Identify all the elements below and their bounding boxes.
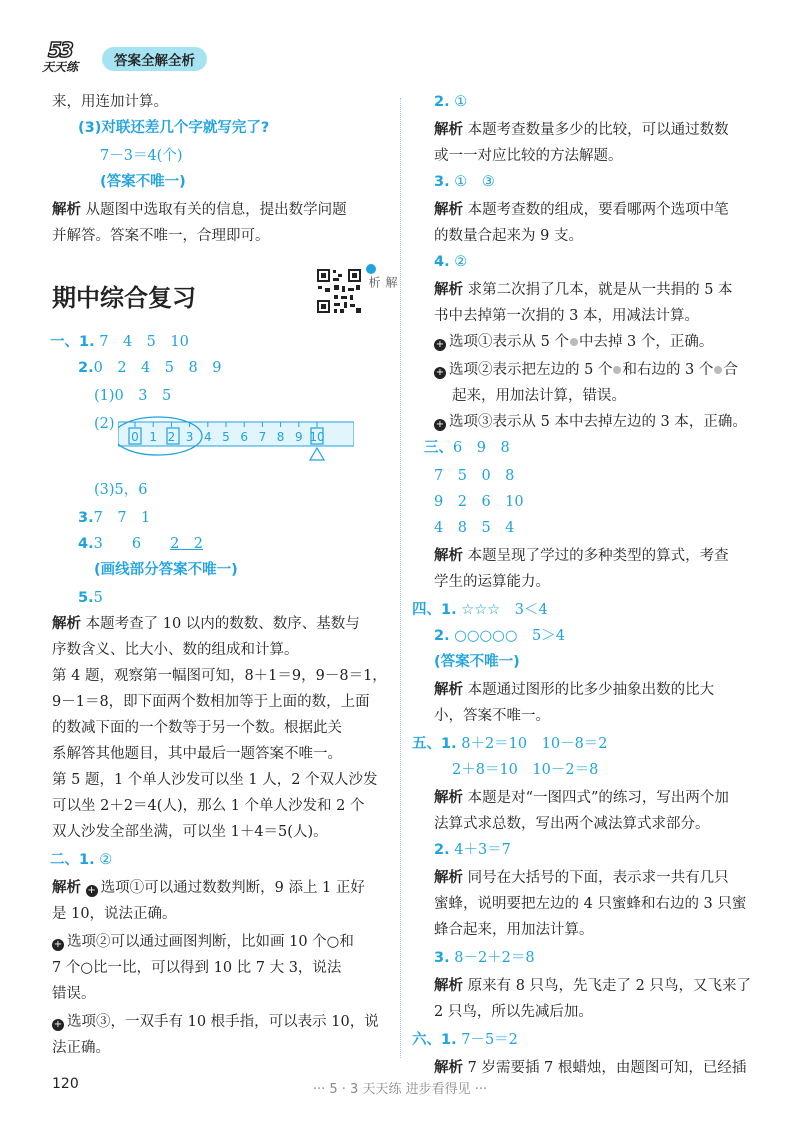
analysis-line: 解析 同号在大括号的下面，表示求一共有几只: [434, 870, 729, 886]
answer-line: (1)0 3 5: [94, 388, 172, 404]
answer-line: 一、1. 7 4 5 10: [50, 334, 189, 350]
gray-dot-icon: [613, 366, 621, 374]
plus-bullet-icon: +: [435, 419, 445, 430]
text-line: 蜜蜂，说明要把左边的 4 只蜜蜂和右边的 3 只蜜: [434, 896, 747, 912]
answer-line: 2. ①: [434, 94, 468, 110]
answer-line: 2.0 2 4 5 8 9: [78, 360, 222, 376]
page-number: 120: [52, 1076, 79, 1092]
ruler-tick-label: 2: [167, 430, 176, 444]
text-line: 7 个○比一比，可以得到 10 比 7 大 3，说法: [52, 960, 342, 976]
text-line: 是 10，说法正确。: [52, 906, 177, 922]
analysis-line: 解析 + 选项①可以通过数数判断，9 添上 1 正好: [52, 880, 365, 896]
answer-line: (2): [94, 416, 115, 432]
answer-line: 5.5: [78, 590, 103, 606]
analysis-line: 解析 本题考查了 10 以内的数数、数序、基数与: [52, 616, 360, 632]
analysis-line: 解析 本题考查数量多少的比较，可以通过数数: [434, 122, 729, 138]
answer-line: 2＋8＝10 10－2＝8: [452, 762, 599, 778]
answer-note: (画线部分答案不唯一): [94, 562, 238, 578]
header-badge: 答案全解全析: [102, 47, 207, 71]
text-line: + 选项③，一双手有 10 根手指，可以表示 10，说: [53, 1014, 379, 1030]
text-line: 第 5 题，1 个单人沙发可以坐 1 人，2 个双人沙发: [52, 772, 378, 788]
plus-bullet-icon: +: [87, 885, 96, 896]
text-line: 法正确。: [52, 1040, 110, 1056]
column-divider: [400, 98, 401, 1058]
analysis-line: 解析 求第二次捐了几本，就是从一共捐的 5 本: [434, 282, 733, 298]
answer-line: 7－3＝4(个): [100, 148, 183, 164]
answer-line: 六、1. 7－5＝2: [412, 1032, 518, 1048]
analysis-line: 解析 本题是对“一图四式”的练习，写出两个加: [434, 790, 729, 806]
text-line: 的数量合起来为 9 支。: [434, 228, 583, 244]
answer-line: 9 2 6 10: [434, 494, 524, 510]
gray-dot-icon: [570, 338, 578, 346]
answer-line: 4 8 5 4: [434, 520, 515, 536]
answer-line: 3. ① ③: [434, 174, 495, 190]
plus-bullet-icon: +: [53, 1019, 63, 1030]
answer-line: (3)5，6: [94, 482, 148, 498]
plus-bullet-icon: +: [435, 367, 445, 378]
answer-line: 二、1. ②: [50, 852, 113, 868]
answer-line: 三、6 9 8: [424, 440, 510, 456]
play-icon: [366, 264, 376, 274]
ruler-tick-label: 3: [185, 430, 194, 444]
text-line: 学生的运算能力。: [434, 574, 550, 590]
text-line: 并解答。答案不唯一，合理即可。: [52, 228, 270, 244]
ruler-tick-label: 1: [149, 430, 158, 444]
analysis-line: 解析 本题通过图形的比多少抽象出数的比大: [434, 682, 715, 698]
analysis-line: 解析 本题呈现了学过的多种类型的算式，考查: [434, 548, 729, 564]
answer-line: 四、1. ☆☆☆ 3＜4: [412, 602, 548, 618]
text-line: 双人沙发全部坐满，可以坐 1＋4＝5(人)。: [52, 824, 328, 840]
plus-bullet-icon: +: [53, 939, 63, 950]
text-line: 的数减下面的一个数等于另一个数。根据此关: [52, 720, 342, 736]
answer-line: 2. ○○○○○ 5＞4: [434, 628, 565, 644]
answer-line: 3. 8－2＋2＝8: [434, 950, 535, 966]
text-line: 法算式求总数，写出两个减法算式求部分。: [434, 816, 710, 832]
answer-line: (3)对联还差几个字就写完了?: [78, 120, 270, 136]
text-line: 系解答其他题目，其中最后一题答案不唯一。: [52, 746, 342, 762]
ruler-tick-label: 10: [309, 430, 325, 444]
text-line: 9－1＝8，即下面两个数相加等于上面的数，上面: [52, 694, 370, 710]
number-ruler: [118, 408, 354, 470]
logo-text: 天天练: [42, 60, 79, 74]
answer-line: 2. 4＋3＝7: [434, 842, 511, 858]
qr-label: 解析: [367, 276, 398, 288]
answer-note: (答案不唯一): [100, 174, 186, 190]
text-line: 或一一对应比较的方法解题。: [434, 148, 623, 164]
section-title: 期中综合复习: [52, 284, 196, 312]
ruler-tick-label: 7: [258, 430, 267, 444]
logo-number: 53: [48, 38, 72, 62]
brand-logo: [40, 38, 98, 78]
text-line: 可以坐 2＋2＝4(人)，那么 1 个单人沙发和 2 个: [52, 798, 365, 814]
analysis-line: 解析 原来有 8 只鸟，先飞走了 2 只鸟，又飞来了: [434, 978, 751, 994]
ruler-tick-label: 6: [240, 430, 249, 444]
answer-line: 7 5 0 8: [434, 468, 515, 484]
text-line: + 选项②表示把左边的 5 个 和右边的 3 个 合: [435, 362, 738, 378]
answer-line: 4. ②: [434, 254, 468, 270]
ruler-tick-label: 4: [203, 430, 212, 444]
answer-line: 五、1. 8＋2＝10 10－8＝2: [412, 736, 608, 752]
text-line: + 选项②可以通过画图判断，比如画 10 个○和: [53, 934, 354, 950]
plus-bullet-icon: +: [435, 339, 445, 350]
text-line: 序数含义、比大小、数的组成和计算。: [52, 642, 299, 658]
answer-line: 4.3 6 2 2: [78, 536, 204, 552]
text-line: 来，用连加计算。: [52, 94, 168, 110]
text-line: 2 只鸟，所以先减后加。: [434, 1004, 593, 1020]
text-line: 小，答案不唯一。: [434, 708, 550, 724]
ruler-tick-label: 8: [276, 430, 285, 444]
text-line: 第 4 题，观察第一幅图可知，8＋1＝9，9－8＝1，: [52, 668, 387, 684]
text-line: 起来，用加法计算，错误。: [452, 388, 626, 404]
text-line: + 选项①表示从 5 个 中去掉 3 个，正确。: [435, 334, 714, 350]
text-line: 错误。: [52, 986, 96, 1002]
analysis-line: 解析 从题图中选取有关的信息，提出数学问题: [52, 202, 347, 218]
ruler-tick-label: 5: [222, 430, 230, 444]
answer-line: 3.7 7 1: [78, 510, 151, 526]
ruler-tick-label: 9: [294, 430, 303, 444]
qr-code-icon[interactable]: [316, 268, 362, 314]
answer-note: (答案不唯一): [434, 654, 520, 670]
text-line: 书中去掉第一次捐的 3 本，用减法计算。: [434, 308, 699, 324]
analysis-line: 解析 本题考查数的组成，要看哪两个选项中笔: [434, 202, 729, 218]
ruler-tick-label: 0: [131, 430, 139, 444]
text-line: + 选项③表示从 5 本中去掉左边的 3 本，正确。: [435, 414, 747, 430]
footer-slogan: ··· 5 · 3 天天练 进步看得见 ···: [312, 1082, 488, 1097]
gray-dot-icon: [714, 366, 722, 374]
analysis-line: 解析 7 岁需要插 7 根蜡烛，由题图可知，已经插: [434, 1060, 747, 1076]
text-line: 蜂合起来，用加法计算。: [434, 922, 594, 938]
